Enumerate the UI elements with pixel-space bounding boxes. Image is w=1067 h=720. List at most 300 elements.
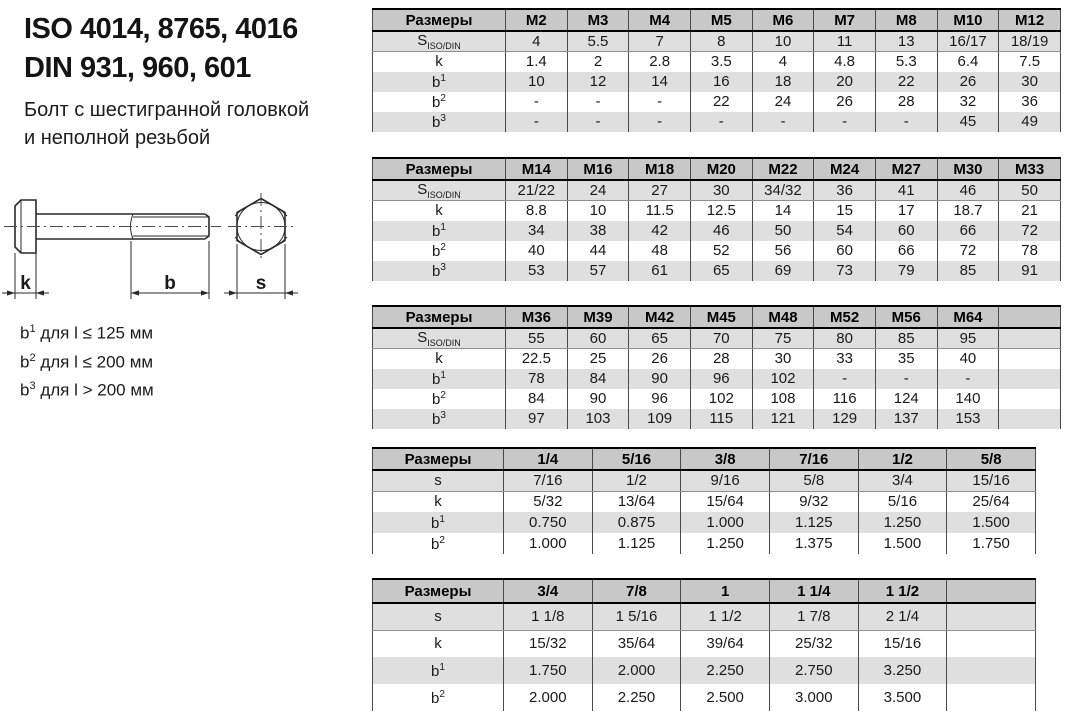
value-cell: 53	[506, 261, 568, 281]
value-cell: 25	[567, 349, 629, 369]
value-cell: 96	[690, 369, 752, 389]
value-cell: 24	[567, 180, 629, 201]
value-cell: 70	[690, 328, 752, 349]
value-cell: 39/64	[681, 630, 770, 657]
value-cell: 10	[506, 72, 568, 92]
value-cell: 1 1/8	[504, 603, 593, 630]
table-row	[373, 92, 1061, 112]
value-cell: -	[506, 92, 568, 112]
value-cell: 115	[690, 409, 752, 429]
row-label: k	[373, 630, 504, 657]
value-cell: 26	[629, 349, 691, 369]
value-cell: 49	[999, 112, 1061, 132]
value-cell: 36	[999, 92, 1061, 112]
value-cell: 2.250	[681, 657, 770, 684]
value-cell: -	[690, 112, 752, 132]
table-header-row	[373, 9, 1061, 31]
size-column-header: M18	[629, 158, 691, 180]
title-line-din: DIN 931, 960, 601	[24, 52, 251, 84]
size-column-header: M52	[814, 306, 876, 328]
value-cell: 18/19	[999, 31, 1061, 52]
table-row	[373, 389, 1061, 409]
value-cell: 4	[752, 52, 814, 72]
bolt-end-view	[228, 193, 294, 260]
value-cell: 10	[752, 31, 814, 52]
value-cell: 97	[506, 409, 568, 429]
value-cell: 2.8	[629, 52, 691, 72]
table-corner-header: Размеры	[373, 579, 504, 603]
value-cell: 1.750	[947, 533, 1036, 554]
value-cell: 85	[937, 261, 999, 281]
value-cell	[999, 349, 1061, 369]
value-cell: 3.250	[858, 657, 947, 684]
size-column-header	[999, 306, 1061, 328]
value-cell: 5/8	[769, 470, 858, 491]
size-column-header: 5/16	[592, 448, 681, 470]
value-cell: 66	[937, 221, 999, 241]
size-column-header: M36	[506, 306, 568, 328]
size-column-header: 1/2	[858, 448, 947, 470]
table-row	[373, 349, 1061, 369]
value-cell: 8	[690, 31, 752, 52]
table-corner-header: Размеры	[373, 448, 504, 470]
value-cell: 108	[752, 389, 814, 409]
value-cell: 5/16	[858, 491, 947, 512]
value-cell: 16	[690, 72, 752, 92]
size-column-header: M16	[567, 158, 629, 180]
value-cell: 103	[567, 409, 629, 429]
value-cell: 90	[567, 389, 629, 409]
table-metric-m14-m33	[372, 157, 1061, 281]
value-cell: 22	[875, 72, 937, 92]
value-cell: 60	[814, 241, 876, 261]
value-cell: 18	[752, 72, 814, 92]
value-cell: 13/64	[592, 491, 681, 512]
row-label: $b^1$	[373, 512, 504, 533]
value-cell: 69	[752, 261, 814, 281]
value-cell: 1.250	[681, 533, 770, 554]
value-cell: 42	[629, 221, 691, 241]
value-cell: 153	[937, 409, 999, 429]
value-cell: 18.7	[937, 201, 999, 221]
value-cell: 41	[875, 180, 937, 201]
value-cell: 72	[999, 221, 1061, 241]
value-cell: 7/16	[504, 470, 593, 491]
value-cell: 6.4	[937, 52, 999, 72]
value-cell: 3.000	[769, 684, 858, 711]
value-cell: 1.750	[504, 657, 593, 684]
value-cell: 17	[875, 201, 937, 221]
value-cell: 12.5	[690, 201, 752, 221]
value-cell: 72	[937, 241, 999, 261]
value-cell: 12	[567, 72, 629, 92]
value-cell: 84	[506, 389, 568, 409]
value-cell: 24	[752, 92, 814, 112]
size-column-header	[947, 579, 1036, 603]
value-cell: 20	[814, 72, 876, 92]
value-cell: 2.500	[681, 684, 770, 711]
footnote-b2: $b^2$ для l ≤ 200 мм	[20, 351, 154, 372]
table-corner-header: Размеры	[373, 306, 506, 328]
value-cell	[947, 603, 1036, 630]
size-column-header: M27	[875, 158, 937, 180]
value-cell: 84	[567, 369, 629, 389]
value-cell: 2.250	[592, 684, 681, 711]
size-column-header: M48	[752, 306, 814, 328]
table-header-row	[373, 579, 1036, 603]
dimension-table	[372, 447, 1036, 554]
size-column-header: 1 1/2	[858, 579, 947, 603]
value-cell: 1.125	[592, 533, 681, 554]
subtitle-line-2: и неполной резьбой	[24, 127, 211, 149]
size-column-header: M30	[937, 158, 999, 180]
table-header-row	[373, 448, 1036, 470]
size-column-header: M4	[629, 9, 691, 31]
value-cell: 129	[814, 409, 876, 429]
value-cell: 1.125	[769, 512, 858, 533]
value-cell: 45	[937, 112, 999, 132]
value-cell: 36	[814, 180, 876, 201]
value-cell: -	[875, 369, 937, 389]
value-cell: 7.5	[999, 52, 1061, 72]
value-cell: 15/32	[504, 630, 593, 657]
value-cell: 4.8	[814, 52, 876, 72]
size-column-header: M39	[567, 306, 629, 328]
row-label: $S_{ISO/DIN}$	[373, 328, 506, 349]
value-cell: 22	[690, 92, 752, 112]
value-cell: -	[752, 112, 814, 132]
row-label: $b^1$	[373, 221, 506, 241]
value-cell: 3/4	[858, 470, 947, 491]
value-cell: 1.000	[681, 512, 770, 533]
value-cell: -	[567, 92, 629, 112]
value-cell: 16/17	[937, 31, 999, 52]
value-cell: 14	[629, 72, 691, 92]
value-cell: 34	[506, 221, 568, 241]
row-label: $b^2$	[373, 533, 504, 554]
value-cell: 28	[690, 349, 752, 369]
table-row	[373, 112, 1061, 132]
value-cell: 27	[629, 180, 691, 201]
table-row	[373, 470, 1036, 491]
value-cell: 11	[814, 31, 876, 52]
row-label: k	[373, 201, 506, 221]
size-column-header: M12	[999, 9, 1061, 31]
value-cell: 11.5	[629, 201, 691, 221]
value-cell: 9/16	[681, 470, 770, 491]
value-cell: 34/32	[752, 180, 814, 201]
size-column-header: 5/8	[947, 448, 1036, 470]
row-label: $b^2$	[373, 684, 504, 711]
value-cell: 48	[629, 241, 691, 261]
subtitle-line-1: Болт с шестигранной головкой	[24, 99, 310, 121]
size-column-header: 3/4	[504, 579, 593, 603]
value-cell: 2	[567, 52, 629, 72]
value-cell: 102	[690, 389, 752, 409]
value-cell: 3.500	[858, 684, 947, 711]
value-cell: 109	[629, 409, 691, 429]
value-cell: 44	[567, 241, 629, 261]
value-cell: 137	[875, 409, 937, 429]
value-cell: 46	[690, 221, 752, 241]
value-cell: 30	[999, 72, 1061, 92]
footnote-b3: $b^3$ для l > 200 мм	[20, 380, 154, 400]
value-cell: 1/2	[592, 470, 681, 491]
value-cell: 73	[814, 261, 876, 281]
value-cell: 90	[629, 369, 691, 389]
row-label: k	[373, 349, 506, 369]
value-cell: 79	[875, 261, 937, 281]
value-cell: 124	[875, 389, 937, 409]
value-cell	[947, 684, 1036, 711]
value-cell: 32	[937, 92, 999, 112]
table-row	[373, 369, 1061, 389]
footnotes	[20, 317, 154, 403]
row-label: $b^3$	[373, 409, 506, 429]
dimension-table	[372, 305, 1061, 429]
bolt-side-view	[4, 200, 221, 253]
table-row	[373, 72, 1061, 92]
value-cell: 55	[506, 328, 568, 349]
value-cell: 96	[629, 389, 691, 409]
value-cell: 75	[752, 328, 814, 349]
value-cell: 1.250	[858, 512, 947, 533]
table-row	[373, 201, 1061, 221]
value-cell: 25/64	[947, 491, 1036, 512]
value-cell: -	[814, 369, 876, 389]
value-cell: 116	[814, 389, 876, 409]
value-cell: 15/16	[858, 630, 947, 657]
row-label: $b^2$	[373, 92, 506, 112]
footnote-b1: $b^1$ для l ≤ 125 мм	[20, 323, 154, 343]
value-cell: 140	[937, 389, 999, 409]
dimension-k-label: k	[20, 273, 31, 294]
value-cell: 15	[814, 201, 876, 221]
size-column-header: 7/16	[769, 448, 858, 470]
value-cell: 61	[629, 261, 691, 281]
table-imperial-1-4-to-5-8	[372, 447, 1036, 554]
size-column-header: M42	[629, 306, 691, 328]
value-cell: 15/64	[681, 491, 770, 512]
value-cell: -	[814, 112, 876, 132]
size-column-header: M64	[937, 306, 999, 328]
value-cell: 85	[875, 328, 937, 349]
bolt-technical-drawing	[0, 190, 330, 318]
value-cell: 2 1/4	[858, 603, 947, 630]
table-row	[373, 491, 1036, 512]
table-imperial-3-4-to-1-1-2	[372, 578, 1036, 711]
dimension-table	[372, 8, 1061, 132]
value-cell	[999, 328, 1061, 349]
table-row	[373, 630, 1036, 657]
table-row	[373, 31, 1061, 52]
value-cell: 4	[506, 31, 568, 52]
value-cell: 56	[752, 241, 814, 261]
dimension-s-label: s	[255, 273, 267, 294]
size-column-header: M24	[814, 158, 876, 180]
row-label: s	[373, 470, 504, 491]
row-label: $b^1$	[373, 72, 506, 92]
value-cell: 35	[875, 349, 937, 369]
value-cell: 26	[937, 72, 999, 92]
value-cell: 0.750	[504, 512, 593, 533]
value-cell: 8.8	[506, 201, 568, 221]
row-label: $b^3$	[373, 112, 506, 132]
value-cell	[947, 657, 1036, 684]
value-cell: 1 7/8	[769, 603, 858, 630]
size-column-header: M7	[814, 9, 876, 31]
table-row	[373, 657, 1036, 684]
value-cell: 46	[937, 180, 999, 201]
value-cell: 52	[690, 241, 752, 261]
value-cell: 28	[875, 92, 937, 112]
value-cell: 50	[999, 180, 1061, 201]
table-corner-header: Размеры	[373, 158, 506, 180]
size-column-header: 7/8	[592, 579, 681, 603]
value-cell: 30	[752, 349, 814, 369]
value-cell: 54	[814, 221, 876, 241]
size-column-header: M45	[690, 306, 752, 328]
value-cell: 25/32	[769, 630, 858, 657]
value-cell: 33	[814, 349, 876, 369]
table-row	[373, 221, 1061, 241]
value-cell: 7	[629, 31, 691, 52]
value-cell: 5.3	[875, 52, 937, 72]
size-column-header: M3	[567, 9, 629, 31]
value-cell: 26	[814, 92, 876, 112]
value-cell: 121	[752, 409, 814, 429]
size-column-header: M6	[752, 9, 814, 31]
size-column-header: 1/4	[504, 448, 593, 470]
row-label: $S_{ISO/DIN}$	[373, 31, 506, 52]
size-column-header: 1	[681, 579, 770, 603]
table-header-row	[373, 306, 1061, 328]
value-cell: 30	[690, 180, 752, 201]
value-cell: -	[506, 112, 568, 132]
size-column-header: M33	[999, 158, 1061, 180]
value-cell: 3.5	[690, 52, 752, 72]
size-column-header: M8	[875, 9, 937, 31]
value-cell: 91	[999, 261, 1061, 281]
table-row	[373, 603, 1036, 630]
value-cell: 38	[567, 221, 629, 241]
value-cell: 1.4	[506, 52, 568, 72]
value-cell: 21/22	[506, 180, 568, 201]
row-label: $S_{ISO/DIN}$	[373, 180, 506, 201]
size-column-header: M2	[506, 9, 568, 31]
size-column-header: M22	[752, 158, 814, 180]
size-column-header: M14	[506, 158, 568, 180]
value-cell: 1.375	[769, 533, 858, 554]
dimension-table	[372, 157, 1061, 281]
value-cell: 78	[506, 369, 568, 389]
value-cell: 66	[875, 241, 937, 261]
value-cell: 10	[567, 201, 629, 221]
value-cell: 2.750	[769, 657, 858, 684]
value-cell: 5/32	[504, 491, 593, 512]
value-cell: 60	[567, 328, 629, 349]
value-cell: 60	[875, 221, 937, 241]
value-cell: 21	[999, 201, 1061, 221]
table-row	[373, 328, 1061, 349]
value-cell: 14	[752, 201, 814, 221]
value-cell: 65	[629, 328, 691, 349]
value-cell: 1 5/16	[592, 603, 681, 630]
size-column-header: M20	[690, 158, 752, 180]
dimension-k	[2, 241, 49, 299]
size-column-header: 3/8	[681, 448, 770, 470]
size-column-header: M5	[690, 9, 752, 31]
value-cell: 22.5	[506, 349, 568, 369]
value-cell: 9/32	[769, 491, 858, 512]
value-cell: 1.000	[504, 533, 593, 554]
value-cell: 0.875	[592, 512, 681, 533]
page-title	[24, 10, 298, 88]
page-subtitle	[24, 96, 309, 152]
value-cell: 102	[752, 369, 814, 389]
value-cell	[999, 409, 1061, 429]
value-cell: 1.500	[858, 533, 947, 554]
table-header-row	[373, 158, 1061, 180]
value-cell: 50	[752, 221, 814, 241]
value-cell: 40	[937, 349, 999, 369]
table-row	[373, 409, 1061, 429]
row-label: k	[373, 52, 506, 72]
row-label: $b^1$	[373, 657, 504, 684]
title-line-iso: ISO 4014, 8765, 4016	[24, 13, 298, 45]
value-cell: -	[567, 112, 629, 132]
table-row	[373, 180, 1061, 201]
value-cell: 2.000	[592, 657, 681, 684]
value-cell	[947, 630, 1036, 657]
value-cell: 80	[814, 328, 876, 349]
dimension-b-label: b	[164, 273, 176, 294]
value-cell: 2.000	[504, 684, 593, 711]
value-cell: 35/64	[592, 630, 681, 657]
table-metric-m36-m64	[372, 305, 1061, 429]
value-cell: -	[875, 112, 937, 132]
value-cell: 65	[690, 261, 752, 281]
value-cell: -	[629, 92, 691, 112]
value-cell: 40	[506, 241, 568, 261]
table-row	[373, 241, 1061, 261]
table-row	[373, 684, 1036, 711]
value-cell	[999, 369, 1061, 389]
table-row	[373, 52, 1061, 72]
value-cell	[999, 389, 1061, 409]
table-row	[373, 261, 1061, 281]
value-cell: 5.5	[567, 31, 629, 52]
row-label: $b^1$	[373, 369, 506, 389]
size-column-header: M56	[875, 306, 937, 328]
row-label: $b^2$	[373, 241, 506, 261]
dimension-b	[131, 241, 209, 299]
table-row	[373, 533, 1036, 554]
size-column-header: M10	[937, 9, 999, 31]
value-cell: 1 1/2	[681, 603, 770, 630]
value-cell: 78	[999, 241, 1061, 261]
row-label: k	[373, 491, 504, 512]
table-corner-header: Размеры	[373, 9, 506, 31]
dimension-table	[372, 578, 1036, 711]
table-metric-m2-m12	[372, 8, 1061, 132]
row-label: $b^2$	[373, 389, 506, 409]
value-cell: -	[937, 369, 999, 389]
size-column-header: 1 1/4	[769, 579, 858, 603]
value-cell: 1.500	[947, 512, 1036, 533]
value-cell: 13	[875, 31, 937, 52]
dimension-s	[224, 244, 298, 299]
